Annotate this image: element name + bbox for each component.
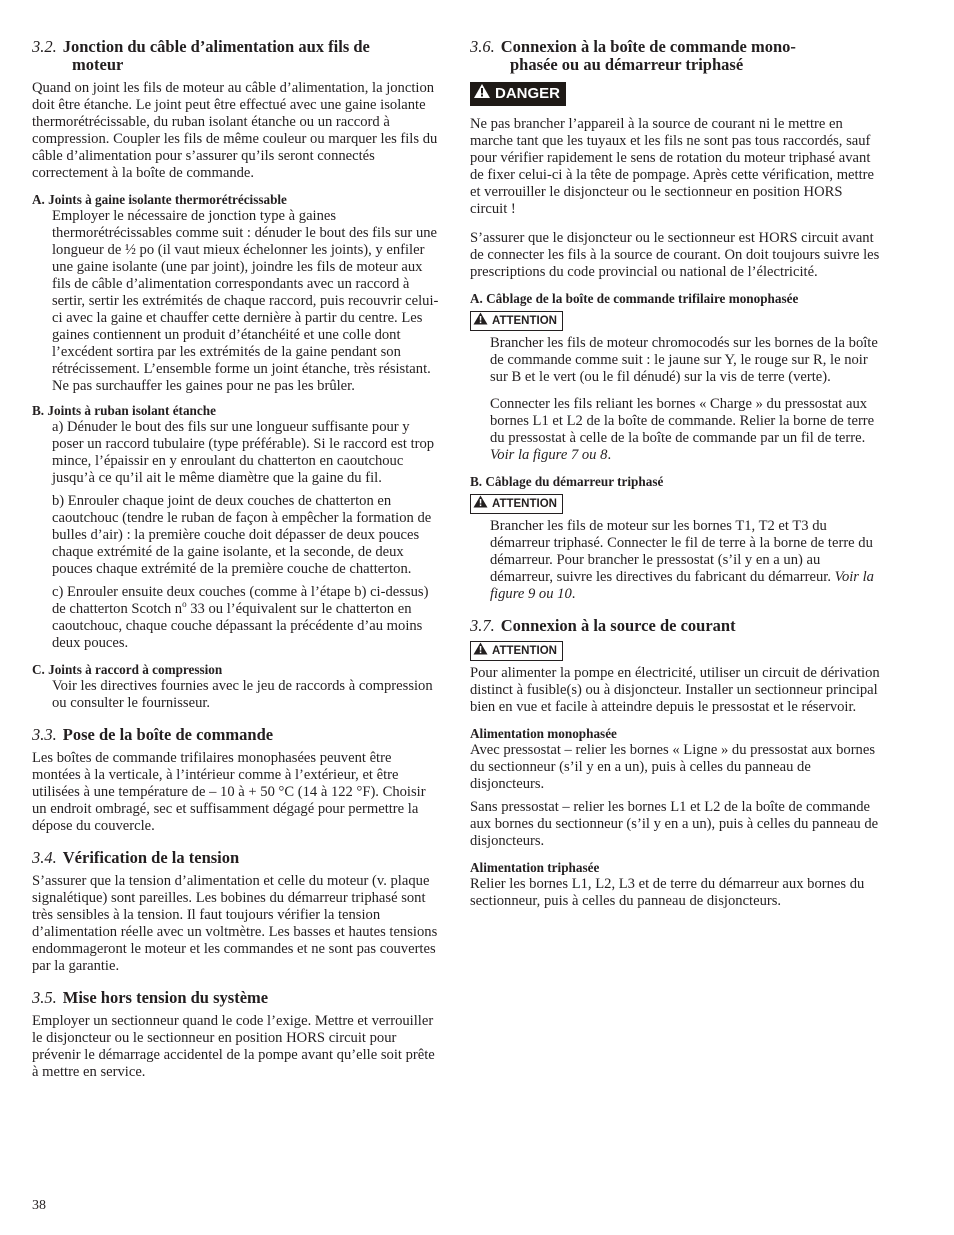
attention-label: ATTENTION xyxy=(492,498,557,510)
step-c-part2: 33 ou l’équivalent sur le chatterton en caoutchouc, chaque couche dépassant la précédente d’au moins deux pouces. xyxy=(52,601,423,651)
tri-power-text: Relier les bornes L1, L2, L3 et de terre du démarreur aux bornes du sectionneur, puis à celles du panneau de disjoncteurs. xyxy=(470,876,865,909)
subsection-a-text: Employer le nécessaire de jonction type à gaines thermorétrécissables comme suit : dénuder le bout des fils sur une longueur de ½ po (il vaut mieux échelonner les joints), y enfiler une gaine isolante (une par joint), joindre les fils de moteur aux fils de câble d’alimentation correspondants avec un raccord à sertir, sertir les extrémités de chaque raccord, puis recouvrir celui-ci avec la gaine et chauffer cette dernière à partir du centre. Les gaines contiennent un produit d’étanchéité et une colle dont l’excédent sortira par les extrémités de la gaine pendant son rétrécissement. L’ensemble forme un joint étanche, très résistant. Ne pas surchauffer les gaines pour ne pas les brûler. xyxy=(52,208,439,394)
attention-label: ATTENTION xyxy=(492,645,557,657)
section-3-3-title xyxy=(32,726,442,744)
subsection-b-title: B. Câblage du démarreur triphasé xyxy=(470,474,664,489)
figure-reference: Voir la figure 9 ou 10 xyxy=(490,569,874,602)
section-title-line2: moteur xyxy=(72,55,124,74)
section-3-7-title xyxy=(470,617,882,635)
page-number: 38 xyxy=(32,1198,46,1213)
section-number: 3.3. xyxy=(32,725,57,744)
mono-power-title: Alimentation monophasée xyxy=(470,726,617,741)
tri-power-title: Alimentation triphasée xyxy=(470,860,600,875)
text-body: Brancher les fils de moteur sur les bornes T1, T2 et T3 du démarreur triphasé. Connecter le fil de terre à la borne de terre du démarreur. Pour brancher le pressostat (s’il y en a un) au démarreur, suivre les directives du fabricant du démarreur. xyxy=(490,518,873,585)
subsection-b-step-a: a) Dénuder le bout des fils sur une longueur suffisante pour y poser un raccord tubulaire (type préférable). Si le raccord est trop mince, l’épaissir en y enroulant du chatterton en caoutchouc jusqu’à ce qu’il ait le même diamètre que la gaine du fil. xyxy=(52,419,435,486)
text-body: Connecter les fils reliant les bornes « Charge » du pressostat aux bornes L1 et L2 de la boîte de commande. Relier la borne de terre du pressostat à celle de la boîte de commande par un fil de terre. xyxy=(490,396,875,446)
subsection-b-title: B. Joints à ruban isolant étanche xyxy=(32,403,216,418)
section-title-text: Connexion à la source de courant xyxy=(500,616,736,635)
section-3-5-text: Employer un sectionneur quand le code l’exige. Mettre et verrouiller le disjoncteur ou le sectionneur en position HORS circuit pour prévenir le démarrage accidentel de la pompe avant qu’elle soit prête à mettre en service. xyxy=(32,1013,435,1080)
subsection-a-title: A. Câblage de la boîte de commande trifilaire monophasée xyxy=(470,291,799,306)
warning-triangle-icon xyxy=(473,83,491,105)
section-title-text: Mise hors tension du système xyxy=(62,988,269,1007)
step-c-part1: c) Enrouler ensuite deux couches (comme à l’étape b) ci-dessus) de chatterton Scotch n xyxy=(52,584,429,617)
section-number: 3.6. xyxy=(470,37,495,56)
section-title-text: Vérification de la tension xyxy=(62,848,240,867)
left-column xyxy=(32,38,442,1081)
danger-text: Ne pas brancher l’appareil à la source de courant ni le mettre en marche tant que les tuyaux et les fils ne sont pas tous raccordés, sauf pour vérifier rapidement le sens de rotation du moteur triphasé avant de fixer celui-ci à la tête de pompage. Après cette vérification, mettre et verrouiller le disjoncteur ou le sectionneur en position HORS circuit ! xyxy=(470,116,874,217)
section-number: 3.2. xyxy=(32,37,57,56)
mono-power-text2: Sans pressostat – relier les bornes L1 et L2 de la boîte de commande aux bornes du sectionneur (s’il y en a un), puis à celles du panneau de disjoncteurs. xyxy=(470,799,879,849)
attention-badge xyxy=(470,494,563,514)
section-title-line1: Jonction du câble d’alimentation aux fils de xyxy=(62,37,370,56)
subsection-c-title: C. Joints à raccord à compression xyxy=(32,662,223,677)
section-3-4-text: S’assurer que la tension d’alimentation et celle du moteur (v. plaque signalétique) sont pareilles. Les bobines du démarreur triphasé sont très sensibles à la tension. Il faut toujours vérifier la tension d’alimentation réelle avec un voltmètre. Les basses et hautes tensions endommageront le moteur et les commandes et ne sont pas couvertes par la garantie. xyxy=(32,873,438,974)
subsection-b-step-c xyxy=(32,584,442,652)
section-3-3-text: Les boîtes de commande trifilaires monophasées peuvent être montées à la verticale, à l’intérieur comme à l’extérieur, et être utilisées à une température de – 10 à + 50 °C (14 à 122 °F). Choisir un endroit ombragé, sec et suffisamment dégagé pour permettre la dépose du couvercle. xyxy=(32,750,426,834)
section-number: 3.5. xyxy=(32,988,57,1007)
warning-triangle-icon xyxy=(473,642,488,660)
section-3-6-title xyxy=(470,38,882,74)
warning-triangle-icon xyxy=(473,495,488,513)
subsection-c-text: Voir les directives fournies avec le jeu de raccords à compression ou consulter le fournisseur. xyxy=(52,678,433,711)
section-3-2-title xyxy=(32,38,442,74)
mono-power-text1: Avec pressostat – relier les bornes « Ligne » du pressostat aux bornes du sectionneur (s’il y en a un), puis à celles du panneau de disjoncteurs. xyxy=(470,742,876,792)
warning-triangle-icon xyxy=(473,312,488,330)
section-title-line1: Connexion à la boîte de commande mono- xyxy=(500,37,796,56)
danger-label: DANGER xyxy=(495,85,561,102)
section-3-2-intro: Quand on joint les fils de moteur au câble d’alimentation, la jonction doit être étanche. Le joint peut être effectué avec une gaine isolante thermorétrécissable, du ruban isolant étanche ou un raccord à compression. Coupler les fils de même couleur ou marquer les fils du câble d’alimentation pour s’assurer qu’ils seront connectés correctement à la boîte de commande. xyxy=(32,80,438,181)
subsection-b-text: Brancher les fils de moteur sur les bornes T1, T2 et T3 du démarreur triphasé. Connecter le fil de terre à la borne de terre du démarreur. Pour brancher le pressostat (s’il y en a un) au démarreur, suivre les directives du fabricant du démarreur. Voir la figure 9 ou 10. xyxy=(490,518,874,602)
section-number: 3.4. xyxy=(32,848,57,867)
right-column xyxy=(470,38,882,910)
section-title-text: Pose de la boîte de commande xyxy=(62,725,274,744)
subsection-a-text1: Brancher les fils de moteur chromocodés sur les bornes de la boîte de commande comme suit : le jaune sur Y, le rouge sur R, le noir sur B et le vert (ou le fil dénudé) sur la vis de terre (verte). xyxy=(490,335,878,385)
section-title-line2: phasée ou au démarreur triphasé xyxy=(510,55,744,74)
attention-badge xyxy=(470,311,563,331)
danger-badge xyxy=(470,82,566,106)
subsection-b-step-b: b) Enrouler chaque joint de deux couches de chatterton en caoutchouc (tendre le ruban de façon à empêcher la formation de bulles d’air) : la première couche doit dépasser de deux pouces chaque extrémité de la gaine isolante, et la seconde, de deux pouces chaque extrémité de la première couche de chatterton. xyxy=(52,493,432,577)
section-3-6-text: S’assurer que le disjoncteur ou le sectionneur est HORS circuit avant de connecter les fils à la source de courant. On doit toujours suivre les prescriptions du code provincial ou national de l’électricité. xyxy=(470,230,880,280)
subsection-a-text2: Connecter les fils reliant les bornes « Charge » du pressostat aux bornes L1 et L2 de la boîte de commande. Relier la borne de terre du pressostat à celle de la boîte de commande par un fil de terre. Voir la figure 7 ou 8. xyxy=(490,396,875,463)
subsection-a-title: A. Joints à gaine isolante thermorétrécissable xyxy=(32,192,287,207)
step-c-superscript: o xyxy=(182,599,187,610)
attention-label: ATTENTION xyxy=(492,315,557,327)
section-3-7-text: Pour alimenter la pompe en électricité, utiliser un circuit de dérivation distinct à fusible(s) ou à disjoncteur. Installer un sectionneur principal bien en vue et facile à atteindre depuis le pressostat et le réservoir. xyxy=(470,665,880,715)
section-3-4-title xyxy=(32,849,442,867)
section-3-5-title xyxy=(32,989,442,1007)
section-number: 3.7. xyxy=(470,616,495,635)
attention-badge xyxy=(470,641,563,661)
figure-reference: Voir la figure 7 ou 8 xyxy=(490,447,608,463)
